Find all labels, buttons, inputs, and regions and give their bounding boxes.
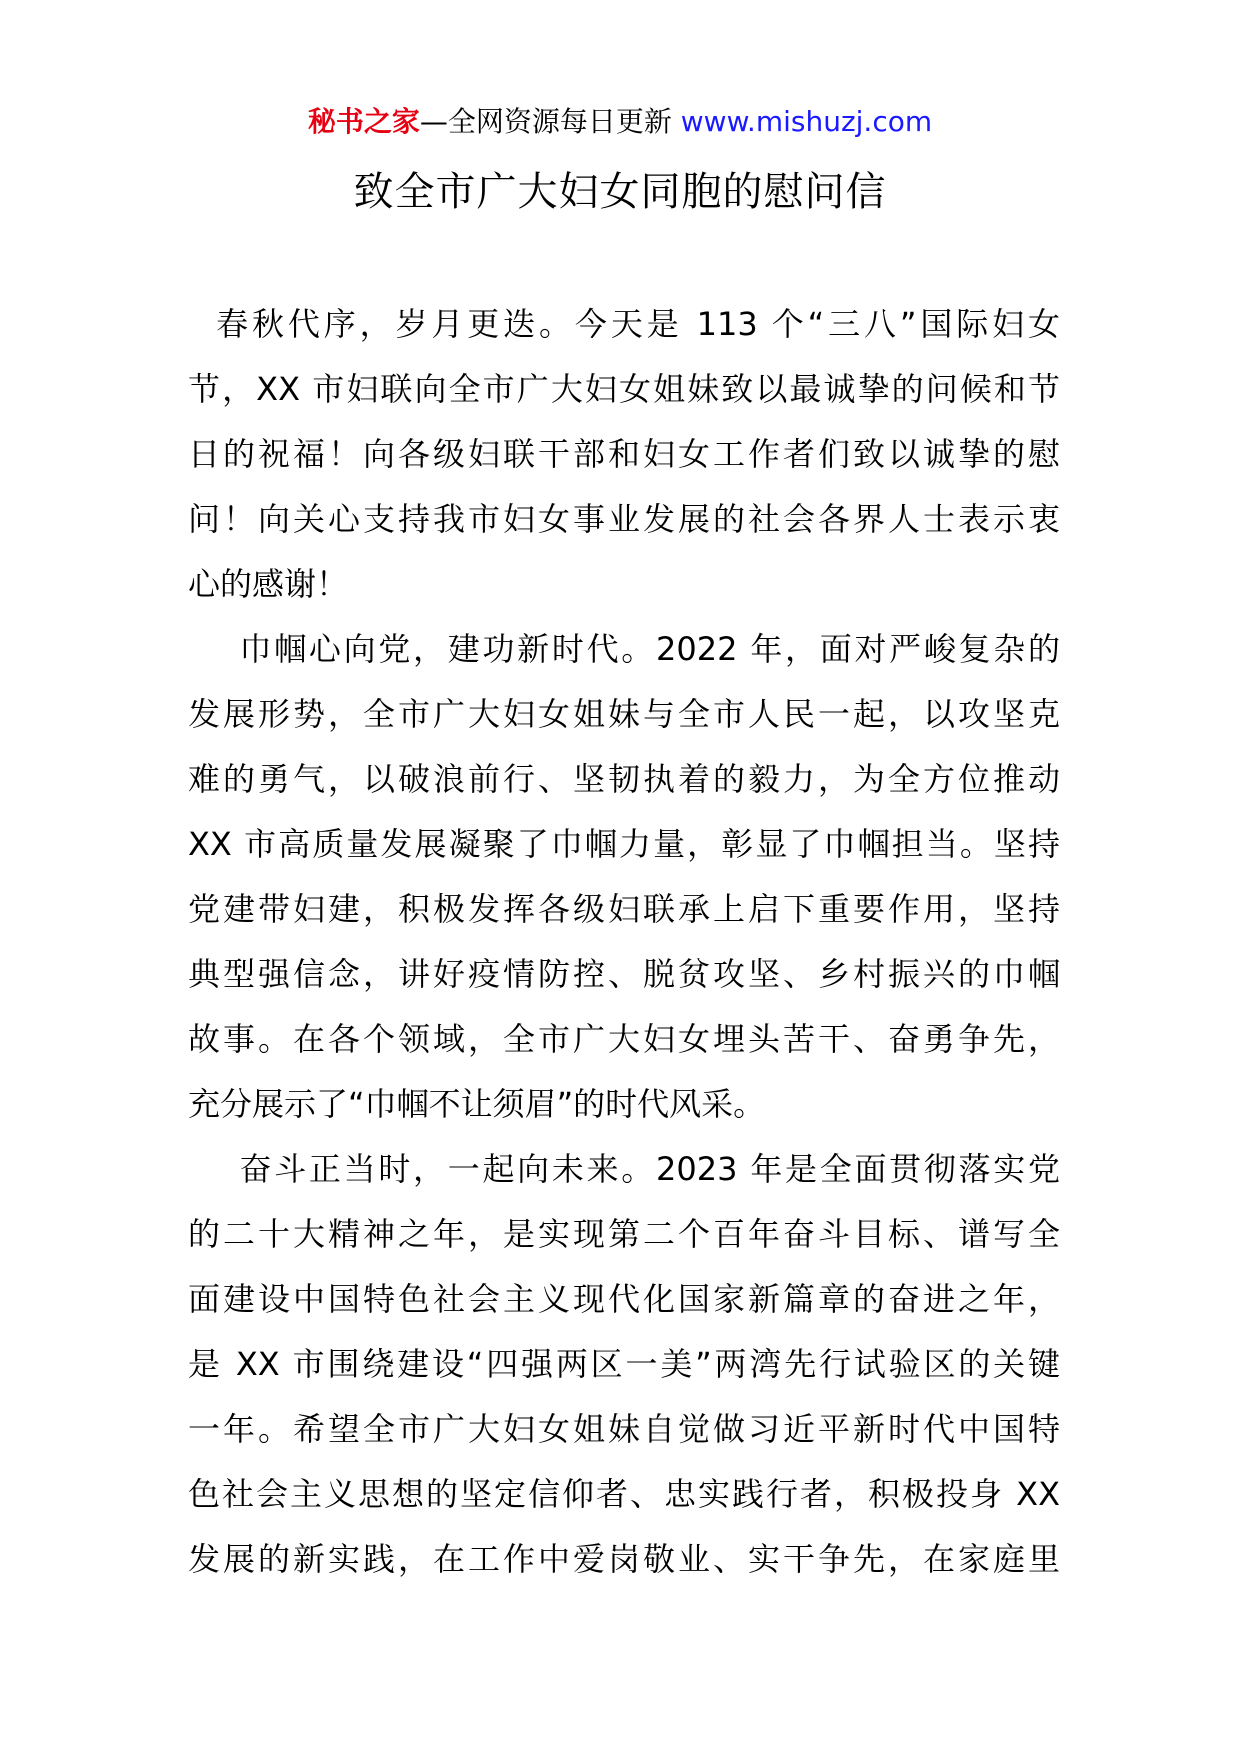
body-line: 心的感谢！ (188, 565, 349, 603)
body-line: 日的祝福！向各级妇联干部和妇女工作者们致以诚挚的慰 (188, 435, 1060, 473)
body-line: 发展的新实践，在工作中爱岗敬业、实干争先，在家庭里 (188, 1540, 1060, 1578)
body-line: 的二十大精神之年，是实现第二个百年奋斗目标、谱写全 (188, 1215, 1060, 1253)
body-line: 奋斗正当时，一起向未来。2023 年是全面贯彻落实党 (188, 1150, 1060, 1188)
body-line: 充分展示了“巾帼不让须眉”的时代风采。 (188, 1085, 766, 1123)
body-line: 发展形势，全市广大妇女姐妹与全市人民一起，以攻坚克 (188, 695, 1060, 733)
body-line: 党建带妇建，积极发挥各级妇联承上启下重要作用，坚持 (188, 890, 1060, 928)
header-tagline: —全网资源每日更新 (419, 105, 681, 138)
body-line: 巾帼心向党，建功新时代。2022 年，面对严峻复杂的 (188, 630, 1060, 668)
body-line: 是 XX 市围绕建设“四强两区一美”两湾先行试验区的关键 (188, 1345, 1060, 1383)
document-body (188, 292, 1060, 1592)
body-line: 一年。希望全市广大妇女姐妹自觉做习近平新时代中国特 (188, 1410, 1060, 1448)
brand-name[interactable]: 秘书之家 (307, 105, 420, 138)
body-line: 问！向关心支持我市妇女事业发展的社会各界人士表示衷 (188, 500, 1060, 538)
site-url-link[interactable]: www.mishuzj.com (680, 105, 933, 138)
document-title: 致全市广大妇女同胞的慰问信 (353, 169, 887, 215)
body-line: 故事。在各个领域，全市广大妇女埋头苦干、奋勇争先， (188, 1020, 1060, 1058)
body-line: 典型强信念，讲好疫情防控、脱贫攻坚、乡村振兴的巾帼 (188, 955, 1060, 993)
body-line: XX 市高质量发展凝聚了巾帼力量，彰显了巾帼担当。坚持 (188, 825, 1060, 863)
body-line: 面建设中国特色社会主义现代化国家新篇章的奋进之年， (188, 1280, 1060, 1318)
body-line: 色社会主义思想的坚定信仰者、忠实践行者，积极投身 XX (188, 1475, 1060, 1513)
body-line: 春秋代序，岁月更迭。今天是 113 个“三八”国际妇女 (188, 305, 1060, 343)
site-header-banner (0, 102, 1240, 142)
body-line: 难的勇气，以破浪前行、坚韧执着的毅力，为全方位推动 (188, 760, 1060, 798)
body-line: 节，XX 市妇联向全市广大妇女姐妹致以最诚挚的问候和节 (188, 370, 1060, 408)
